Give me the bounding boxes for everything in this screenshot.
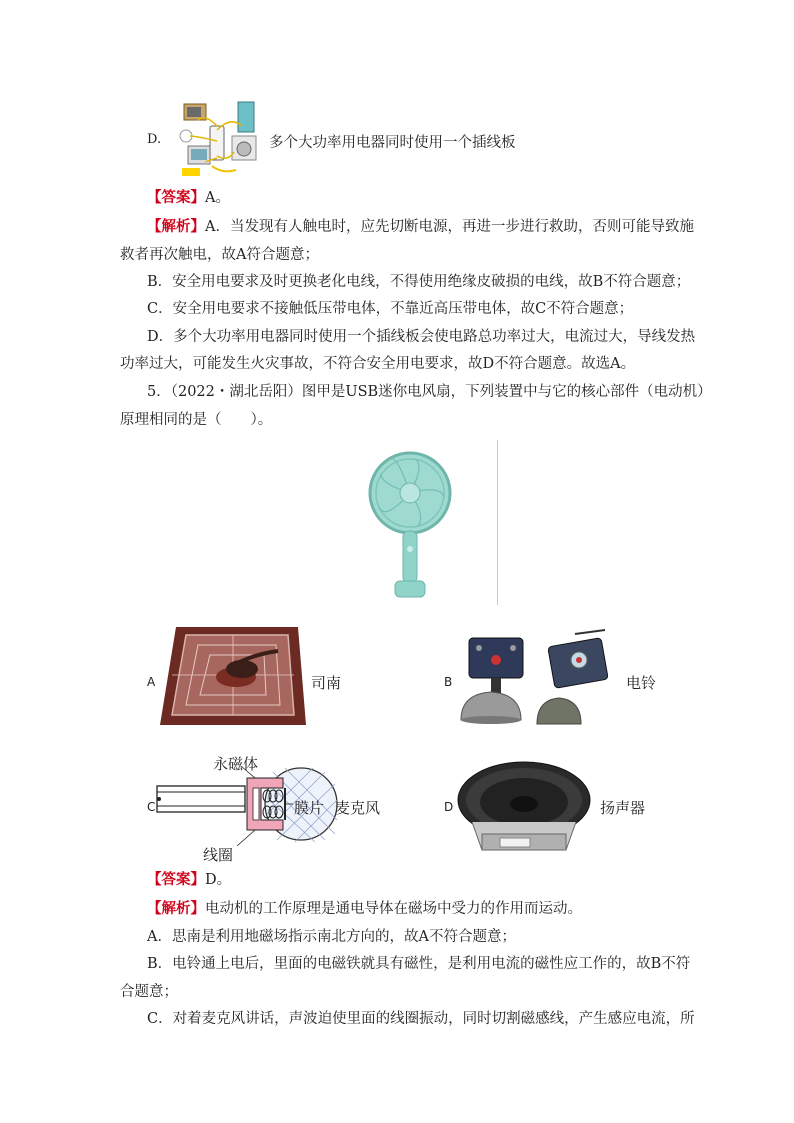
answer-value: A。 — [205, 190, 230, 206]
option-letter: D. — [147, 132, 162, 147]
option-a-name: 司南 — [311, 674, 342, 692]
divider — [497, 440, 498, 605]
electric-bell-image — [455, 628, 625, 730]
answer-2-tag: 【答案】 — [147, 871, 205, 888]
analysis-option-d-2: 功率过大，可能发生火灾事故，不符合安全用电要求，故D不符合题意。故选A。 — [120, 356, 636, 372]
label-permanent-magnet: 永磁体 — [213, 755, 259, 773]
analysis-tag: 【解析】 — [147, 218, 205, 235]
analysis-2-line-1 — [147, 897, 707, 921]
analysis-line-2: 救者再次触电，故A符合题意； — [120, 247, 319, 263]
appliances-image — [176, 96, 268, 180]
analysis-2-tag: 【解析】 — [147, 900, 205, 917]
option-d-text: 多个大功率用电器同时使用一个插线板 — [269, 135, 516, 151]
label-coil: 线圈 — [203, 846, 234, 864]
analysis-2-option-b-1: B．电铃通上电后，里面的电磁铁就具有磁性，是利用电流的磁性应工作的，故B不符 — [147, 956, 691, 972]
question-5-line-1: 5．（2022・湖北岳阳）图甲是USB迷你电风扇，下列装置中与它的核心部件（电动机） — [147, 384, 712, 400]
analysis-option-d-1: D．多个大功率用电器同时使用一个插线板会使电路总功率过大，电流过大，导线发热 — [147, 329, 696, 345]
sinan-compass-image — [158, 625, 308, 727]
answer-2-value: D。 — [205, 872, 232, 888]
label-membrane: 膜片 — [294, 799, 325, 817]
option-b-letter: B — [444, 675, 453, 689]
analysis-2-option-a: A．思南是利用地磁场指示南北方向的，故A不符合题意； — [147, 929, 516, 945]
answer-line — [147, 186, 707, 210]
question-5-line-2: 原理相同的是（ ）。 — [120, 412, 273, 428]
option-a-letter: A — [147, 675, 156, 689]
option-d-name: 扬声器 — [600, 799, 646, 817]
answer-tag: 【答案】 — [147, 189, 205, 206]
option-d-letter: D — [444, 800, 454, 814]
option-c-letter: C — [147, 800, 156, 814]
analysis-2-text: 电动机的工作原理是通电导体在磁场中受力的作用而运动。 — [205, 901, 582, 917]
analysis-option-b: B．安全用电要求及时更换老化电线，不得使用绝缘皮破损的电线，故B不符合题意； — [147, 274, 691, 290]
analysis-line-1 — [147, 215, 707, 239]
analysis-text: A．当发现有人触电时，应先切断电源，再进一步进行救助，否则可能导致施 — [205, 219, 694, 235]
loudspeaker-image — [454, 760, 594, 860]
option-b-name: 电铃 — [626, 674, 657, 692]
option-c-name: 麦克风 — [335, 799, 381, 817]
answer-2-line — [147, 868, 707, 892]
analysis-2-option-c-1: C．对着麦克风讲话，声波迫使里面的线圈振动，同时切割磁感线，产生感应电流，所 — [147, 1011, 695, 1027]
analysis-option-c: C．安全用电要求不接触低压带电体，不靠近高压带电体，故C不符合题意； — [147, 301, 634, 317]
analysis-2-option-b-2: 合题意； — [120, 984, 178, 1000]
usb-fan-image — [365, 445, 455, 605]
